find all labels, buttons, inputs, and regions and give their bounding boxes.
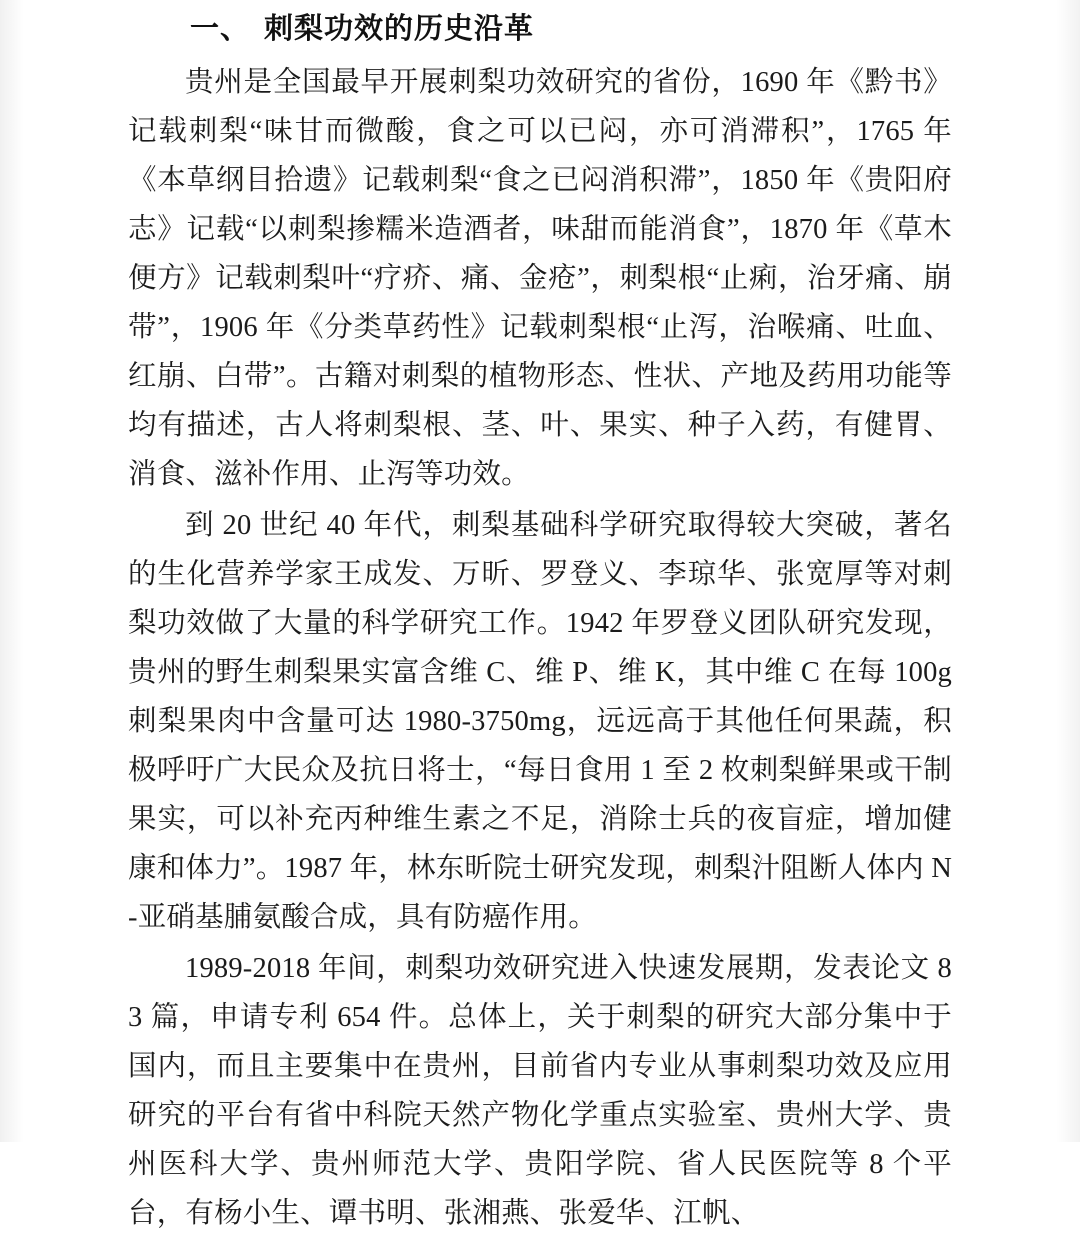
section-heading xyxy=(128,8,952,52)
paragraph-3: 1989-2018 年间，刺梨功效研究进入快速发展期，发表论文 83 篇，申请专利 654 件。总体上，关于刺梨的研究大部分集中于国内，而且主要集中在贵州，目前省内专业从事刺梨功效及应用研究的平台有省中科院天然产物化学重点实验室、贵州大学、贵州医科大学、贵州师范大学、贵阳学院、省人民医院等 8 个平台，有杨小生、谭书明、张湘燕、张爱华、江帆、 xyxy=(128,952,952,1229)
section-number: 一、 xyxy=(190,13,251,45)
paragraph-1: 贵州是全国最早开展刺梨功效研究的省份，1690 年《黔书》记载刺梨“味甘而微酸，食之可以已闷，亦可消滞积”，1765 年《本草纲目拾遗》记载刺梨“食之已闷消积滞”，1850 年《贵阳府志》记载“以刺梨掺糯米造酒者，味甜而能消食”，1870 年《草木便方》记载刺梨叶“疗疥、痛、金疮”，刺梨根“止痢，治牙痛、崩带”，1906 年《分类草药性》记载刺梨根“止泻，治喉痛、吐血、红崩、白带”。古籍对刺梨的植物形态、性状、产地及药用功能等均有描述，古人将刺梨根、茎、叶、果实、种子入药，有健胃、消食、滋补作用、止泻等功效。 xyxy=(128,66,952,490)
page-right-shadow xyxy=(1056,0,1080,1142)
section-title: 刺梨功效的历史沿革 xyxy=(264,13,535,45)
page-left-shadow xyxy=(0,0,24,1142)
paragraph-2: 到 20 世纪 40 年代，刺梨基础科学研究取得较大突破，著名的生化营养学家王成发、万昕、罗登义、李琼华、张宽厚等对刺梨功效做了大量的科学研究工作。1942 年罗登义团队研究发现，贵州的野生刺梨果实富含维 C、维 P、维 K，其中维 C 在每 100g 刺梨果肉中含量可达 1980-3750mg，远远高于其他任何果蔬，积极呼吁广大民众及抗日将士，“每日食用 1 至 2 枚刺梨鲜果或干制果实，可以补充丙种维生素之不足，消除士兵的夜盲症，增加健康和体力”。1987 年，林东昕院士研究发现，刺梨汁阻断人体内 N-亚硝基脯氨酸合成，具有防癌作用。 xyxy=(128,509,952,933)
